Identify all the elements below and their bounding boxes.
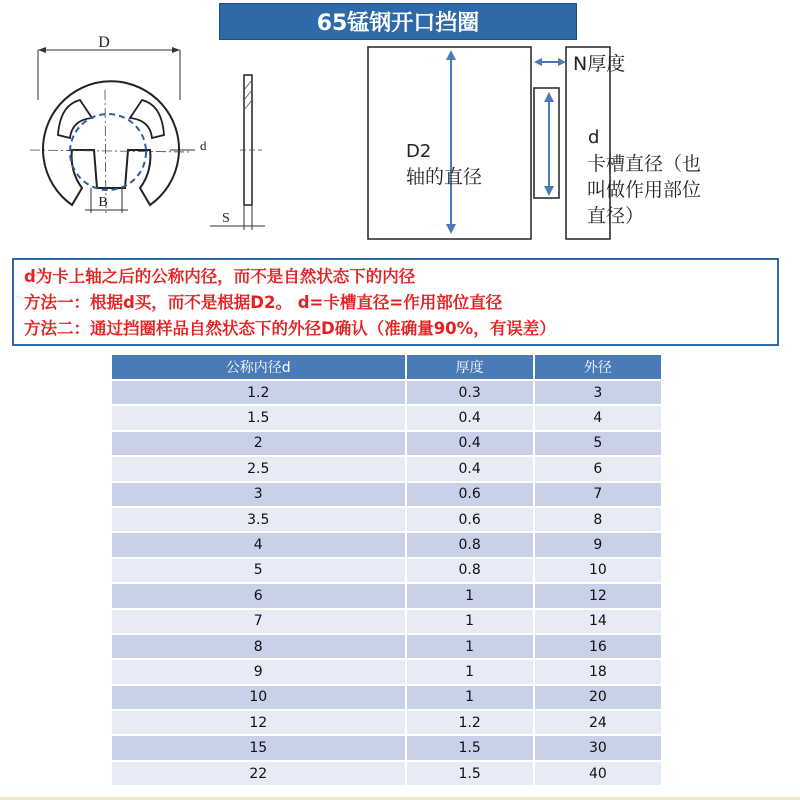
page-title: 65锰钢开口挡圈	[219, 3, 577, 40]
groove-text-line2: 叫做作用部位	[587, 179, 702, 201]
cell-inner-diameter: 2.5	[112, 457, 405, 482]
cell-inner-diameter: 22	[112, 762, 405, 787]
cell-inner-diameter: 8	[112, 635, 405, 660]
cell-thickness: 0.6	[407, 508, 533, 533]
groove-label-d: d	[588, 127, 600, 148]
cell-inner-diameter: 1.2	[112, 381, 405, 406]
spec-table	[110, 355, 663, 787]
e-clip-shape	[43, 81, 179, 205]
groove-text-line1: 卡槽直径（也	[587, 153, 702, 175]
note-line: 方法二：通过挡圈样品自然状态下的外径D确认（准确量90%，有误差）	[24, 319, 556, 338]
cell-thickness: 1.5	[407, 736, 533, 761]
table-row	[112, 736, 661, 761]
shaft-rect	[368, 47, 531, 239]
label-outer-diameter: D	[98, 34, 110, 51]
cell-thickness: 0.6	[407, 483, 533, 508]
cell-inner-diameter: 5	[112, 559, 405, 584]
cell-thickness: 0.4	[407, 457, 533, 482]
cell-thickness: 0.3	[407, 381, 533, 406]
table-row	[112, 457, 661, 482]
notes-box	[12, 258, 779, 346]
table-row	[112, 381, 661, 406]
table-row	[112, 711, 661, 736]
table-row	[112, 508, 661, 533]
cell-thickness: 1	[407, 686, 533, 711]
table-row	[112, 559, 661, 584]
cell-outer-diameter: 3	[535, 381, 661, 406]
table-row	[112, 686, 661, 711]
cell-thickness: 0.8	[407, 559, 533, 584]
cell-thickness: 0.4	[407, 406, 533, 431]
label-inner-diameter: d	[200, 138, 207, 153]
cell-thickness: 0.4	[407, 432, 533, 457]
cell-inner-diameter: 3.5	[112, 508, 405, 533]
table-row	[112, 483, 661, 508]
table-row	[112, 406, 661, 431]
cell-thickness: 1	[407, 610, 533, 635]
thickness-label: N厚度	[573, 53, 626, 75]
label-thickness-s: S	[222, 211, 230, 226]
table-row	[112, 660, 661, 685]
table-row	[112, 533, 661, 558]
cell-outer-diameter: 14	[535, 610, 661, 635]
cell-outer-diameter: 7	[535, 483, 661, 508]
table-row	[112, 584, 661, 609]
cell-outer-diameter: 9	[535, 533, 661, 558]
cell-thickness: 1.5	[407, 762, 533, 787]
cell-outer-diameter: 8	[535, 508, 661, 533]
cell-inner-diameter: 2	[112, 432, 405, 457]
cell-outer-diameter: 20	[535, 686, 661, 711]
cell-inner-diameter: 12	[112, 711, 405, 736]
header-thickness: 厚度	[407, 355, 533, 381]
cell-inner-diameter: 4	[112, 533, 405, 558]
cell-outer-diameter: 12	[535, 584, 661, 609]
groove-rect	[534, 88, 559, 198]
cell-outer-diameter: 30	[535, 736, 661, 761]
header-outer-diameter: 外径	[535, 355, 661, 381]
shaft-label-text: 轴的直径	[406, 166, 483, 188]
cell-outer-diameter: 5	[535, 432, 661, 457]
cell-outer-diameter: 16	[535, 635, 661, 660]
shaft-label-d2: D2	[406, 141, 432, 162]
cell-thickness: 1	[407, 660, 533, 685]
table-row	[112, 635, 661, 660]
groove-text-line3: 直径）	[587, 205, 645, 227]
cell-outer-diameter: 24	[535, 711, 661, 736]
cell-inner-diameter: 9	[112, 660, 405, 685]
cell-outer-diameter: 18	[535, 660, 661, 685]
cell-thickness: 1.2	[407, 711, 533, 736]
cell-inner-diameter: 15	[112, 736, 405, 761]
cell-thickness: 1	[407, 584, 533, 609]
note-line: d为卡上轴之后的公称内径，而不是自然状态下的内径	[24, 267, 416, 286]
cell-inner-diameter: 3	[112, 483, 405, 508]
cell-inner-diameter: 10	[112, 686, 405, 711]
technical-drawing	[0, 0, 800, 250]
cell-inner-diameter: 6	[112, 584, 405, 609]
header-inner-diameter: 公称内径d	[112, 355, 405, 381]
cell-outer-diameter: 40	[535, 762, 661, 787]
cell-thickness: 0.8	[407, 533, 533, 558]
cell-inner-diameter: 1.5	[112, 406, 405, 431]
table-row	[112, 432, 661, 457]
table-header-row	[112, 355, 661, 381]
cell-thickness: 1	[407, 635, 533, 660]
table-body	[112, 381, 661, 787]
label-width-b: B	[98, 195, 108, 210]
note-line: 方法一：根据d买，而不是根据D2。 d=卡槽直径=作用部位直径	[24, 293, 503, 312]
cell-outer-diameter: 4	[535, 406, 661, 431]
table-row	[112, 610, 661, 635]
cell-inner-diameter: 7	[112, 610, 405, 635]
table-row	[112, 762, 661, 787]
cell-outer-diameter: 6	[535, 457, 661, 482]
cell-outer-diameter: 10	[535, 559, 661, 584]
